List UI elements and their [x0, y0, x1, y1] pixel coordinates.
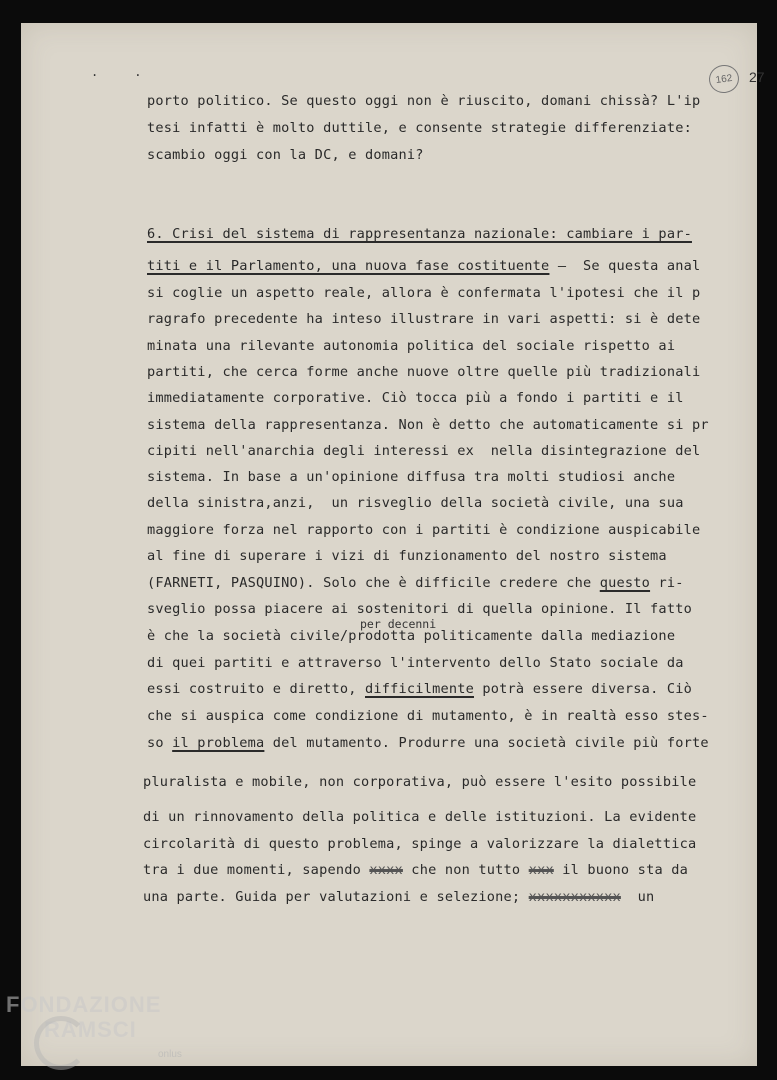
heading-tail: – Se questa anal — [549, 258, 701, 274]
text-span: essi costruito e diretto, — [147, 681, 365, 697]
section-heading: 6. Crisi del sistema di rappresentanza nazionale: cambiare i par- — [147, 226, 692, 242]
text-span: il buono sta da — [553, 862, 688, 878]
text-line: di un rinnovamento della politica e delle istituzioni. La evidente — [143, 809, 697, 825]
text-line: circolarità di questo problema, spinge a valorizzare la dialettica — [143, 836, 697, 852]
underlined-word: difficilmente — [365, 681, 474, 697]
text-span: una parte. Guida per valutazioni e selezione; — [143, 889, 529, 905]
struck-text: xxx — [528, 862, 554, 878]
text-span: che non tutto — [402, 862, 529, 878]
watermark-line2: RAMSCI — [44, 1017, 137, 1042]
text-span: so — [147, 735, 173, 751]
text-span: tra i due momenti, sapendo — [143, 862, 370, 878]
text-line: sveglio possa piacere ai sostenitori di quella opinione. Il fatto — [147, 601, 692, 617]
handwritten-insertion: per decenni — [360, 617, 437, 631]
text-line: sistema della rappresentanza. Non è detto che automaticamente si pr — [147, 417, 709, 433]
text-line — [147, 735, 709, 751]
text-line — [147, 575, 684, 591]
g-logo-icon — [34, 1016, 88, 1070]
text-span: (FARNETI, PASQUINO). Solo che è difficile credere che — [147, 575, 600, 591]
text-line — [143, 862, 688, 878]
text-line: partiti, che cerca forme anche nuove oltre quelle più tradizionali — [147, 364, 701, 380]
text-line: minata una rilevante autonomia politica del sociale rispetto ai — [147, 338, 676, 354]
underlined-word: questo — [599, 575, 651, 591]
text-line: al fine di superare i vizi di funzionamento del nostro sistema — [147, 548, 667, 564]
text-line: porto politico. Se questo oggi non è riuscito, domani chissà? L'ip — [147, 93, 701, 109]
page-number: 27 — [749, 69, 765, 85]
text-line: ragrafo precedente ha inteso illustrare in vari aspetti: si è dete — [147, 311, 701, 327]
text-line — [147, 681, 692, 697]
archive-watermark-logo — [6, 992, 182, 1060]
text-line — [143, 889, 654, 905]
text-line: immediatamente corporative. Ciò tocca più a fondo i partiti e il — [147, 390, 684, 406]
text-span: un — [620, 889, 655, 905]
text-span: ri- — [650, 575, 684, 591]
text-line: cipiti nell'anarchia degli interessi ex nella disintegrazione del — [147, 443, 701, 459]
section-heading-line2 — [147, 258, 700, 274]
text-line: è che la società civile/prodotta politicamente dalla mediazione — [147, 628, 676, 644]
text-line: scambio oggi con la DC, e domani? — [147, 147, 424, 163]
text-span: potrà essere diversa. Ciò — [474, 681, 692, 697]
text-line: di quei partiti e attraverso l'intervento dello Stato sociale da — [147, 655, 684, 671]
text-span: del mutamento. Produrre una società civile più forte — [264, 735, 709, 751]
text-line: sistema. In base a un'opinione diffusa tra molti studiosi anche — [147, 469, 676, 485]
text-line: maggiore forza nel rapporto con i partiti è condizione auspicabile — [147, 522, 701, 538]
struck-text: xxxx — [369, 862, 403, 878]
text-line: che si auspica come condizione di mutamento, è in realtà esso stes- — [147, 708, 709, 724]
archive-stamp: 162 — [707, 63, 741, 95]
underlined-word: il problema — [172, 735, 265, 751]
text-line: tesi infatti è molto duttile, e consente strategie differenziate: — [147, 120, 692, 136]
struck-text: xxxxxxxxxxx — [528, 889, 621, 905]
watermark-line1: FONDAZIONE — [6, 992, 162, 1017]
document-page — [21, 23, 765, 1066]
text-line: della sinistra,anzi, un risveglio della società civile, una sua — [147, 495, 684, 511]
text-line: pluralista e mobile, non corporativa, può essere l'esito possibile — [143, 774, 697, 790]
heading-underlined: titi e il Parlamento, una nuova fase costituente — [147, 258, 550, 274]
text-line: si coglie un aspetto reale, allora è confermata l'ipotesi che il p — [147, 285, 701, 301]
punch-marks: .. — [91, 65, 178, 79]
watermark-line3: onlus — [158, 1049, 182, 1060]
